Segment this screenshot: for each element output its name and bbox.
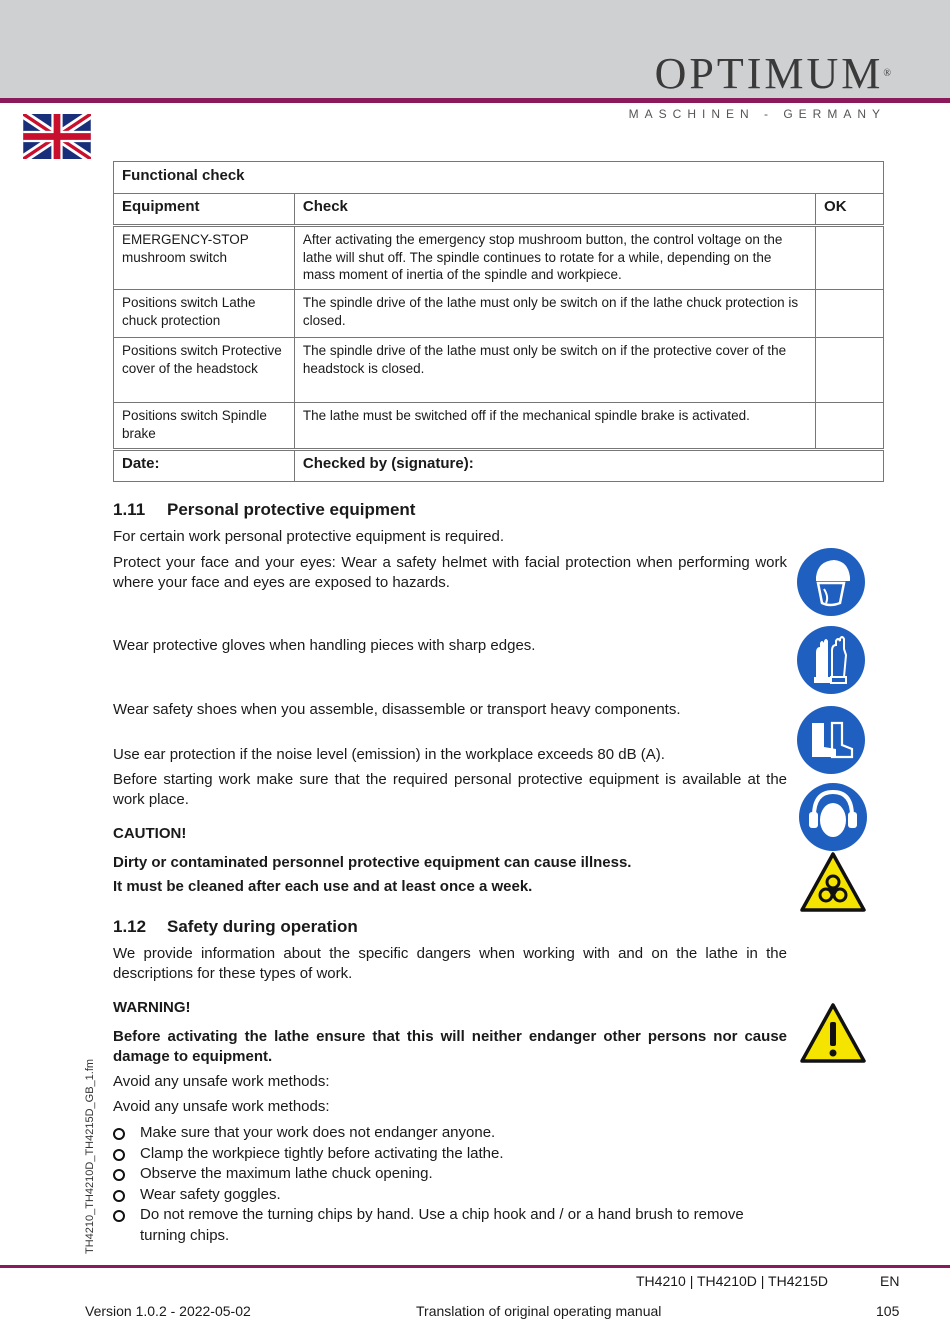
- footer-version: Version 1.0.2 - 2022-05-02: [85, 1303, 251, 1319]
- safety-bullet-list: [113, 1123, 793, 1246]
- avoid-text-2: Avoid any unsafe work methods:: [113, 1098, 330, 1115]
- ppe-gloves-text: Wear protective gloves when handling pieces with sharp edges.: [113, 637, 536, 654]
- header-divider: [0, 98, 950, 103]
- footer-language: EN: [880, 1273, 900, 1289]
- bullet-icon: [113, 1128, 125, 1140]
- column-header-check: Check: [294, 194, 815, 226]
- ppe-available-text: Before starting work make sure that the required personal protective equipment is available at the work place.: [113, 771, 787, 808]
- table-row: [114, 338, 884, 403]
- check-cell: After activating the emergency stop mushroom button, the control voltage on the lathe will shut off. The spindle continues to rotate for a while, depending on the mass moment of inertia of the spindle and workpiece.: [294, 226, 815, 290]
- list-item: Make sure that your work does not endanger anyone.: [113, 1123, 793, 1144]
- bullet-icon: [113, 1169, 125, 1181]
- safety-intro: We provide information about the specific dangers when working with and on the lathe in the descriptions for these types of work.: [113, 945, 787, 982]
- ppe-shoes-text: Wear safety shoes when you assemble, disassemble or transport heavy components.: [113, 701, 681, 718]
- avoid-text-1: Avoid any unsafe work methods:: [113, 1073, 330, 1090]
- equipment-cell: EMERGENCY-STOP mushroom switch: [114, 226, 295, 290]
- document-filename: TH4210_TH4210D_TH4215D_GB_1.fm: [84, 1058, 96, 1254]
- bullet-icon: [113, 1210, 125, 1222]
- brand-logo: OPTIMUM®: [654, 49, 894, 98]
- caution-line-1: Dirty or contaminated personnel protective equipment can cause illness.: [113, 854, 632, 871]
- brand-tagline: MASCHINEN - GERMANY: [628, 107, 886, 121]
- uk-flag-icon: [23, 114, 91, 159]
- warning-text: Before activating the lathe ensure that this will neither endanger other persons nor cause damage to equipment.: [113, 1028, 787, 1065]
- ppe-ear-text: Use ear protection if the noise level (emission) in the workplace exceeds 80 dB (A).: [113, 746, 665, 763]
- checked-by-label: Checked by (signature):: [294, 450, 883, 482]
- list-item: Clamp the workpiece tightly before activating the lathe.: [113, 1144, 793, 1165]
- date-label: Date:: [114, 450, 295, 482]
- equipment-cell: Positions switch Lathe chuck protection: [114, 290, 295, 338]
- face-protection-icon: [796, 547, 866, 617]
- section-heading-safety: 1.12 Safety during operation: [113, 917, 358, 936]
- check-cell: The lathe must be switched off if the mechanical spindle brake is activated.: [294, 403, 815, 450]
- equipment-cell: Positions switch Spindle brake: [114, 403, 295, 450]
- check-cell: The spindle drive of the lathe must only be switch on if the lathe chuck protection is closed.: [294, 290, 815, 338]
- table-row: [114, 226, 884, 290]
- bullet-icon: [113, 1190, 125, 1202]
- table-row: [114, 290, 884, 338]
- ok-cell[interactable]: [816, 290, 884, 338]
- warning-icon: [799, 1002, 867, 1064]
- bullet-icon: [113, 1149, 125, 1161]
- ok-cell[interactable]: [816, 338, 884, 403]
- ppe-intro: For certain work personal protective equipment is required.: [113, 528, 505, 545]
- footer-translation-note: Translation of original operating manual: [416, 1303, 662, 1319]
- safety-shoes-icon: [796, 705, 866, 775]
- ok-cell[interactable]: [816, 403, 884, 450]
- equipment-cell: Positions switch Protective cover of the headstock: [114, 338, 295, 403]
- ear-protection-icon: [798, 782, 868, 852]
- column-header-ok: OK: [816, 194, 884, 226]
- functional-check-table: [113, 161, 884, 482]
- section-heading-ppe: 1.11 Personal protective equipment: [113, 500, 416, 519]
- biohazard-icon: [799, 851, 867, 913]
- table-title: Functional check: [114, 162, 884, 194]
- list-item: Do not remove the turning chips by hand. Use a chip hook and / or a hand brush to remove turning chips.: [113, 1205, 793, 1246]
- warning-label: WARNING!: [113, 999, 191, 1016]
- table-row: [114, 403, 884, 450]
- check-cell: The spindle drive of the lathe must only be switch on if the protective cover of the headstock is closed.: [294, 338, 815, 403]
- list-item: Observe the maximum lathe chuck opening.: [113, 1164, 793, 1185]
- ppe-face-text: Protect your face and your eyes: Wear a safety helmet with facial protection when performing work where your face and eyes are exposed to hazards.: [113, 554, 787, 591]
- caution-line-2: It must be cleaned after each use and at least once a week.: [113, 878, 533, 895]
- column-header-equipment: Equipment: [114, 194, 295, 226]
- ok-cell[interactable]: [816, 226, 884, 290]
- gloves-icon: [796, 625, 866, 695]
- list-item: Wear safety goggles.: [113, 1185, 793, 1206]
- footer-models: TH4210 | TH4210D | TH4215D: [636, 1273, 828, 1289]
- caution-label: CAUTION!: [113, 825, 187, 842]
- page-number: 105: [876, 1303, 900, 1319]
- footer-divider: [0, 1265, 950, 1268]
